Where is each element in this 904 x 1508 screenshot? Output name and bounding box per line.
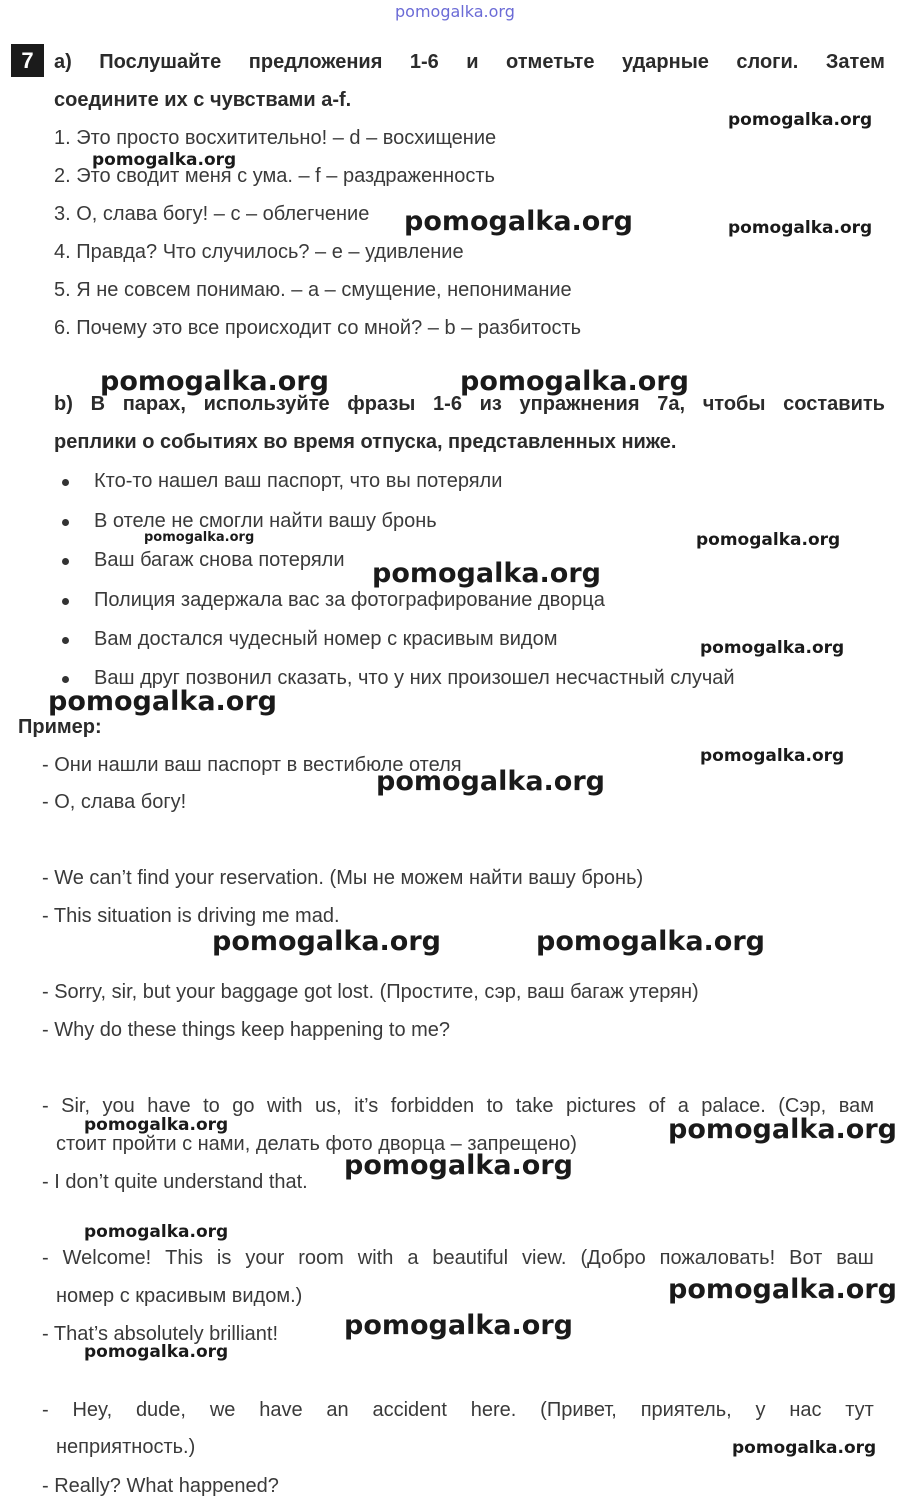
dialogue-3-line-2: - I don’t quite understand that. xyxy=(42,1171,308,1193)
word: here. xyxy=(470,1399,517,1421)
word: view. xyxy=(522,1247,567,1269)
word: we xyxy=(209,1399,236,1421)
phrase-item-5: 5. Я не совсем понимаю. – a – смущение, непонимание xyxy=(54,279,572,301)
word: Welcome! xyxy=(62,1247,152,1269)
word: В xyxy=(90,393,106,415)
dialogue-5-line-2: - Really? What happened? xyxy=(42,1475,279,1497)
word: beautiful xyxy=(432,1247,509,1269)
word: pictures xyxy=(566,1095,637,1117)
word: вам xyxy=(838,1095,874,1117)
word: go xyxy=(232,1095,255,1117)
watermark: pomogalka.org xyxy=(536,926,765,957)
word: take xyxy=(515,1095,554,1117)
word: используйте xyxy=(203,393,330,415)
watermark: pomogalka.org xyxy=(84,1342,229,1362)
word: слоги. xyxy=(736,51,799,73)
event-bullet-6: Ваш друг позвонил сказать, что у них произошел несчастный случай xyxy=(94,667,735,689)
word: it’s xyxy=(354,1095,379,1117)
watermark: pomogalka.org xyxy=(48,686,277,717)
word: b) xyxy=(54,393,73,415)
word: составить xyxy=(783,393,885,415)
dialogue-4-line-1-cont: номер с красивым видом.) xyxy=(56,1285,303,1307)
word: you xyxy=(102,1095,135,1117)
dialogue-2-line-2: - Why do these things keep happening to me? xyxy=(42,1019,451,1041)
phrase-item-6: 6. Почему это все происходит со мной? – b – разбитость xyxy=(54,317,582,339)
word: чтобы xyxy=(702,393,766,415)
word: 1-6 xyxy=(409,51,439,73)
bullet-dot xyxy=(62,558,69,565)
example-line-1: - Они нашли ваш паспорт в вестибюле отеля xyxy=(42,754,462,776)
event-bullet-3: Ваш багаж снова потеряли xyxy=(94,549,345,571)
watermark: pomogalka.org xyxy=(92,150,237,170)
word: (Сэр, xyxy=(778,1095,827,1117)
dialogue-2-line-1: - Sorry, sir, but your baggage got lost. (Простите, сэр, ваш багаж утерян) xyxy=(42,981,699,1003)
word: 1-6 xyxy=(433,393,462,415)
watermark: pomogalka.org xyxy=(212,926,441,957)
word: with xyxy=(357,1247,394,1269)
word: Вот xyxy=(789,1247,823,1269)
word: your xyxy=(245,1247,285,1269)
watermark: pomogalka.org xyxy=(700,746,845,766)
watermark: pomogalka.org xyxy=(696,530,841,550)
bullet-dot xyxy=(62,676,69,683)
bullet-dot xyxy=(62,637,69,644)
word: тут xyxy=(845,1399,874,1421)
bullet-dot xyxy=(62,598,69,605)
word: us, xyxy=(315,1095,342,1117)
watermark: pomogalka.org xyxy=(700,638,845,658)
watermark: pomogalka.org xyxy=(732,1438,877,1458)
bullet-dot xyxy=(62,479,69,486)
word: with xyxy=(266,1095,303,1117)
watermark: pomogalka.org xyxy=(144,530,255,545)
watermark: pomogalka.org xyxy=(376,766,605,797)
word: - xyxy=(42,1247,49,1269)
watermark: pomogalka.org xyxy=(404,206,633,237)
word: парах, xyxy=(122,393,186,415)
exercise-number-badge: 7 xyxy=(11,44,44,77)
word: This xyxy=(165,1247,203,1269)
watermark: pomogalka.org xyxy=(344,1150,573,1181)
word: Sir, xyxy=(61,1095,91,1117)
watermark: pomogalka.org xyxy=(100,366,329,397)
word: an xyxy=(326,1399,349,1421)
word: have xyxy=(259,1399,303,1421)
word: is xyxy=(216,1247,232,1269)
dialogue-5-line-1 xyxy=(42,1399,874,1422)
word: 7a, xyxy=(657,393,686,415)
word: to xyxy=(486,1095,504,1117)
word: нас xyxy=(789,1399,822,1421)
word: предложения xyxy=(248,51,383,73)
event-bullet-1: Кто-то нашел ваш паспорт, что вы потеряли xyxy=(94,470,503,492)
word: - xyxy=(42,1399,49,1421)
phrase-item-3: 3. О, слава богу! – c – облегчение xyxy=(54,203,370,225)
phrase-item-2: 2. Это сводит меня с ума. – f – раздраженность xyxy=(54,165,495,187)
word: фразы xyxy=(347,393,416,415)
word: (Привет, xyxy=(540,1399,617,1421)
dialogue-1-line-2: - This situation is driving me mad. xyxy=(42,905,340,927)
watermark: pomogalka.org xyxy=(344,1310,573,1341)
word: ударные xyxy=(621,51,709,73)
dialogue-3-line-1-cont: стоит пройти с нами, делать фото дворца – запрещено) xyxy=(56,1133,577,1155)
word: room xyxy=(298,1247,344,1269)
watermark: pomogalka.org xyxy=(460,366,689,397)
word: из xyxy=(479,393,502,415)
phrase-item-4: 4. Правда? Что случилось? – e – удивление xyxy=(54,241,464,263)
dialogue-5-line-1-cont: неприятность.) xyxy=(56,1436,196,1458)
bullet-dot xyxy=(62,519,69,526)
part-b-instruction-line2: реплики о событиях во время отпуска, представленных ниже. xyxy=(54,431,677,453)
event-bullet-2: В отеле не смогли найти вашу бронь xyxy=(94,510,437,532)
word: (Добро xyxy=(580,1247,646,1269)
event-bullet-4: Полиция задержала вас за фотографирование дворца xyxy=(94,589,605,611)
dialogue-4-line-1 xyxy=(42,1247,874,1270)
word: отметьте xyxy=(506,51,595,73)
word: Hey, xyxy=(72,1399,113,1421)
word: у xyxy=(755,1399,766,1421)
watermark: pomogalka.org xyxy=(668,1114,897,1145)
word: и xyxy=(466,51,479,73)
watermark: pomogalka.org xyxy=(84,1115,229,1135)
word: have xyxy=(147,1095,191,1117)
word: Затем xyxy=(825,51,885,73)
word: a xyxy=(407,1247,419,1269)
top-watermark: pomogalka.org xyxy=(395,2,515,21)
word: пожаловать! xyxy=(659,1247,776,1269)
part-a-instruction-line1 xyxy=(54,51,885,74)
phrase-item-1: 1. Это просто восхитительно! – d – восхищение xyxy=(54,127,497,149)
example-line-2: - О, слава богу! xyxy=(42,791,187,813)
word: a) xyxy=(54,51,72,73)
event-bullet-5: Вам достался чудесный номер с красивым видом xyxy=(94,628,558,650)
word: приятель, xyxy=(640,1399,732,1421)
word: accident xyxy=(372,1399,447,1421)
word: упражнения xyxy=(519,393,640,415)
word: of xyxy=(648,1095,666,1117)
watermark: pomogalka.org xyxy=(372,558,601,589)
dialogue-4-line-2: - That’s absolutely brilliant! xyxy=(42,1323,279,1345)
watermark: pomogalka.org xyxy=(728,218,873,238)
word: palace. xyxy=(701,1095,766,1117)
word: - xyxy=(42,1095,49,1117)
word: Послушайте xyxy=(99,51,222,73)
watermark: pomogalka.org xyxy=(668,1274,897,1305)
word: ваш xyxy=(836,1247,874,1269)
word: a xyxy=(677,1095,689,1117)
example-label: Пример: xyxy=(18,716,102,738)
word: to xyxy=(203,1095,220,1117)
word: dude, xyxy=(135,1399,186,1421)
watermark: pomogalka.org xyxy=(84,1222,229,1242)
part-a-instruction-line2: соедините их с чувствами a-f. xyxy=(54,89,352,111)
watermark: pomogalka.org xyxy=(728,110,873,130)
word: forbidden xyxy=(390,1095,475,1117)
dialogue-1-line-1: - We can’t find your reservation. (Мы не можем найти вашу бронь) xyxy=(42,867,644,889)
